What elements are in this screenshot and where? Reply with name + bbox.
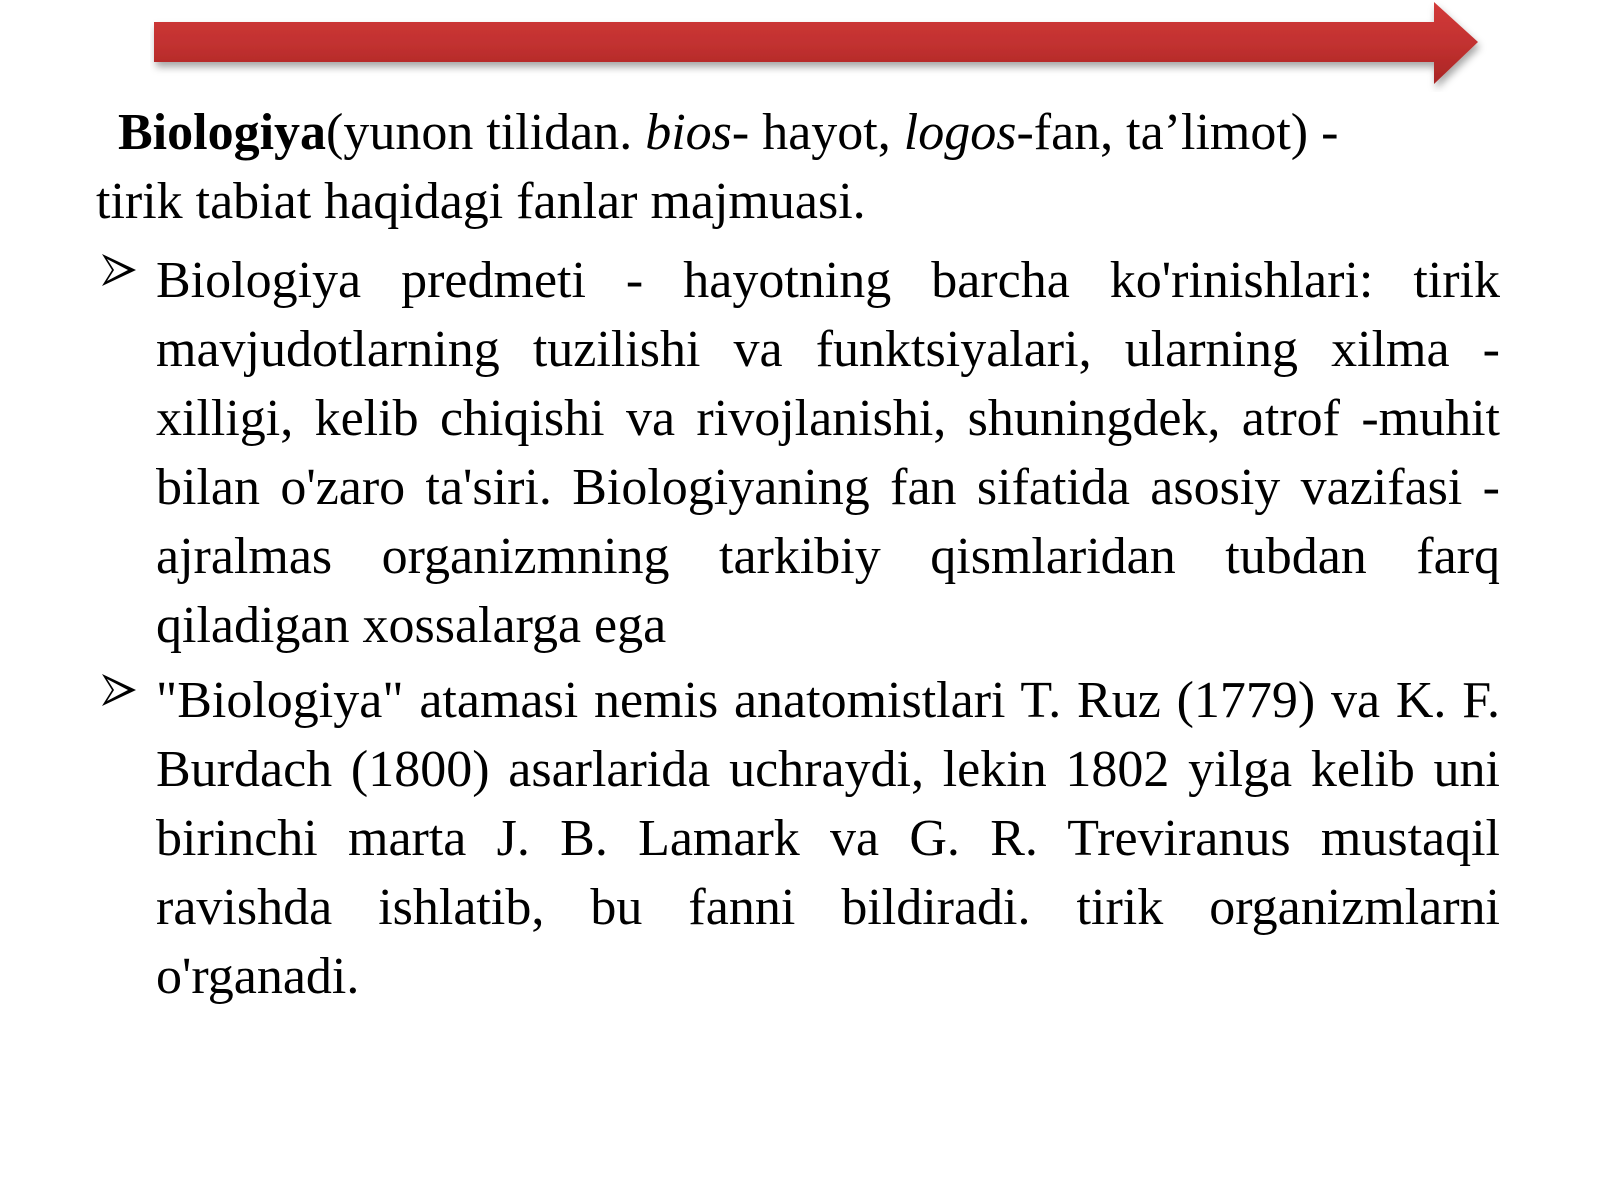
term-biologiya: Biologiya: [118, 104, 327, 161]
arrowhead-bullet-icon: [100, 250, 138, 290]
bullet-text: "Biologiya" atamasi nemis anatomistlari T. Ruz (1779) va K. F. Burdach (1800) asarlarida uchraydi, lekin 1802 yilga kelib uni birinchi marta J. B. Lamark va G. R. Treviranus mustaqil ravishda ishlatib, bu fanni bildiradi. tirik organizmlarni o'rganadi.: [156, 672, 1500, 1005]
right-arrow-icon: [150, 0, 1510, 92]
word-logos: logos: [903, 104, 1017, 161]
bullet-item-atama: [96, 666, 1500, 1011]
bullet-item-predmet: [96, 246, 1500, 660]
slide-body: [96, 98, 1500, 1011]
bullet-text: Biologiya predmeti - hayotning barcha ko'rinishlari: tirik mavjudotlarning tuzilishi va funktsiyalari, ularning xilma -xilligi, kelib chiqishi va rivojlanishi, shuningdek, atrof -muhit bilan o'zaro ta'siri. Biologiyaning fan sifatida asosiy vazifasi - ajralmas organizmning tarkibiy qismlaridan tubdan farq qiladigan xossalarga ega: [156, 252, 1500, 654]
intro-paragraph: [96, 98, 1500, 236]
intro-definition: tirik tabiat haqidagi fanlar majmuasi.: [96, 173, 866, 230]
word-bios: bios: [645, 104, 732, 161]
word-logos-gloss: -fan, ta’limot) -: [1016, 104, 1339, 161]
intro-origin-text: (yunon tilidan.: [326, 104, 646, 161]
arrowhead-bullet-icon: [100, 670, 138, 710]
word-bios-gloss: - hayot,: [731, 104, 904, 161]
